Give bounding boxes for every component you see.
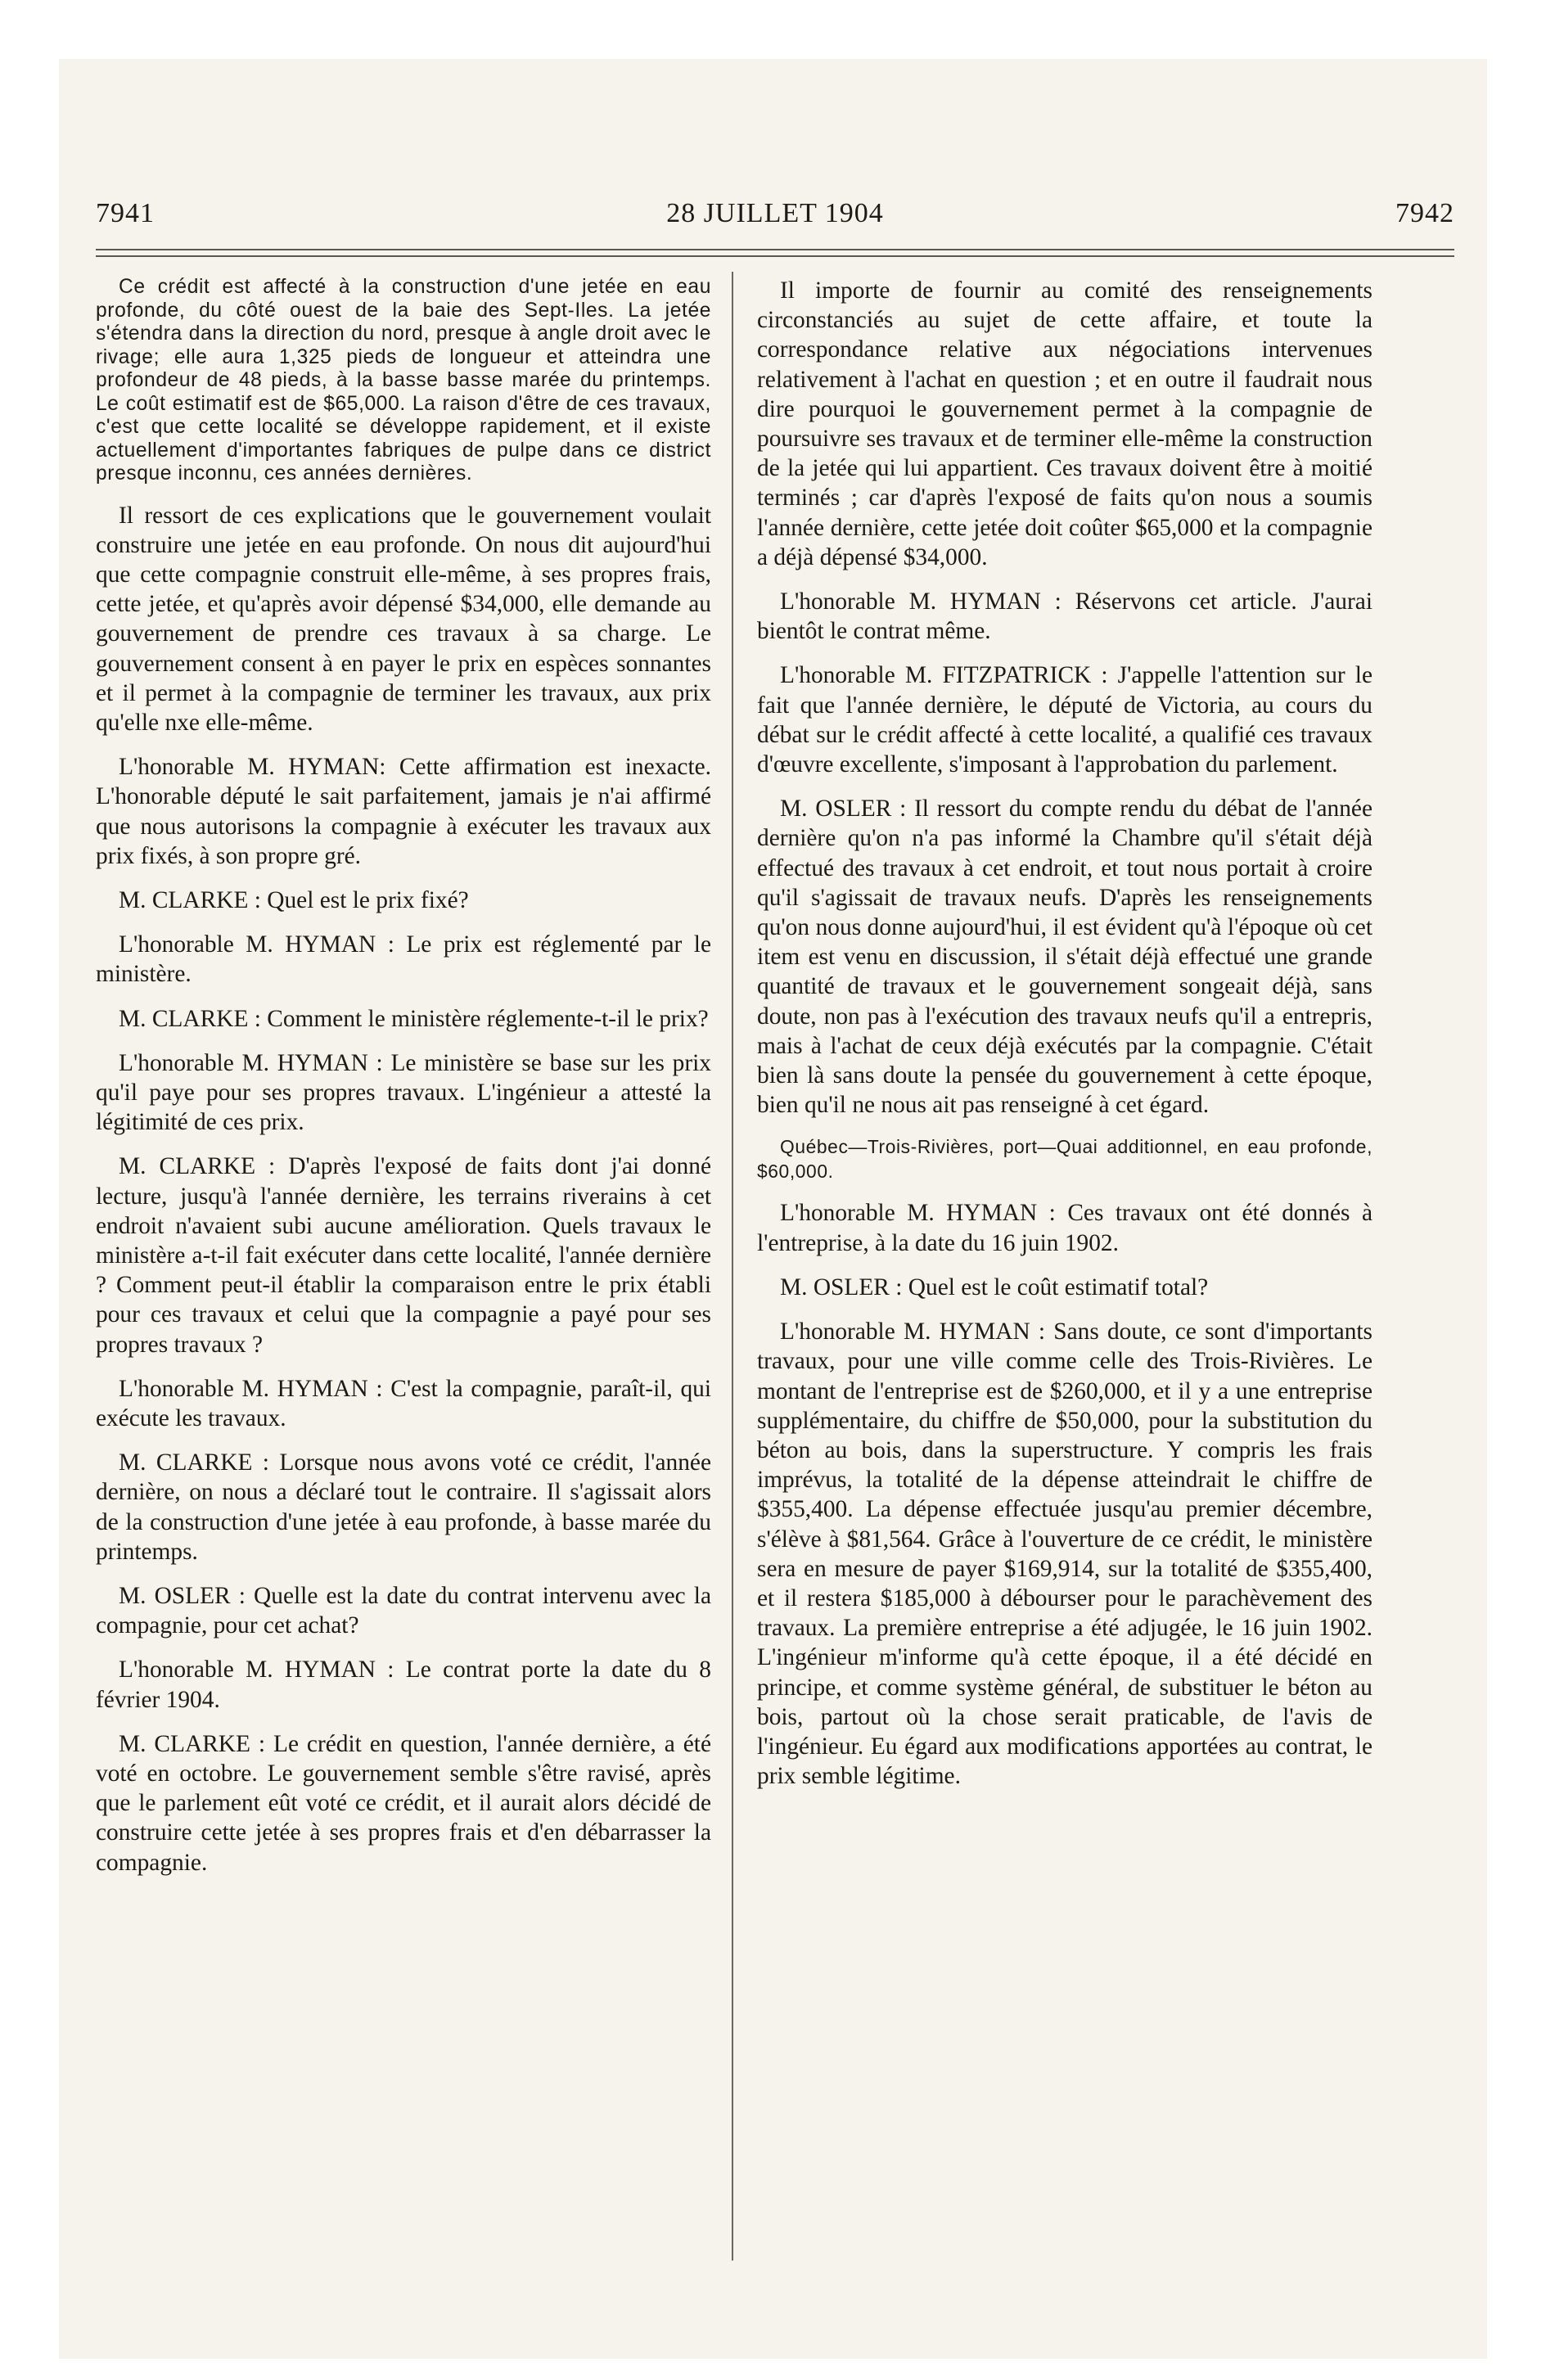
paragraph: L'honorable M. HYMAN : Le prix est réglementé par le ministère.: [96, 931, 711, 988]
paragraph: L'honorable M. HYMAN : Sans doute, ce sont d'importants travaux, pour une ville comme celle des Trois-Rivières. Le montant de l'entreprise est de $260,000, et il y a une entreprise supplémentaire, du chiffre de $50,000, pour la substitution du béton au bois, dans la superstructure. Y compris les frais imprévus, la totalité de la dépense atteindrait le chiffre de $355,400. La dépense effectuée jusqu'au premier décembre, s'élève à $81,564. Grâce à l'ouverture de ce crédit, le ministère sera en mesure de payer $169,914, sur la totalité de $355,400, et il restera $185,000 à débourser pour le parachèvement des travaux. La première entreprise a été adjugée, le 16 juin 1902. L'ingénieur m'informe qu'à cette époque, il a été décidé en principe, et comme système général, de substituer le béton au bois, partout où la chose serait praticable, de l'avis de l'ingénieur. Eu égard aux modifications apportées au contrat, le prix semble légitime.: [757, 1318, 1372, 1790]
paragraph: L'honorable M. HYMAN : Le ministère se base sur les prix qu'il paye pour ses propres travaux. L'ingénieur a attesté la légitimité de ces prix.: [96, 1049, 711, 1136]
paragraph: L'honorable M. FITZPATRICK : J'appelle l'attention sur le fait que l'année dernière, le député de Victoria, au cours du débat sur le crédit affecté à cette localité, a qualifié ces travaux d'œuvre excellente, s'imposant à l'approbation du parlement.: [757, 662, 1372, 778]
paragraph: Il ressort de ces explications que le gouvernement voulait construire une jetée en eau profonde. On nous dit aujourd'hui que cette compagnie construit elle-même, à ses propres frais, cette jetée, et qu'après avoir dépensé $34,000, elle demande au gouvernement de prendre ces travaux à sa charge. Le gouvernement consent à en payer le prix en espèces sonnantes et il permet à la compagnie de terminer les travaux, aux prix qu'elle nxe elle-même.: [96, 502, 711, 736]
page-header: [96, 198, 1454, 234]
paragraph: M. OSLER : Quel est le coût estimatif total?: [780, 1273, 1209, 1300]
paragraph: M. CLARKE : D'après l'exposé de faits dont j'ai donné lecture, jusqu'à l'année dernière, les terrains riverains à cet endroit n'avaient subi aucune amélioration. Quels travaux le ministère a-t-il fait exécuter dans cette localité, l'année dernière ? Comment peut-il établir la comparaison entre le prix établi pour ces travaux et celui que la compagnie a payé pour ses propres travaux ?: [96, 1153, 711, 1358]
page-number-left: 7941: [96, 198, 155, 228]
paragraph: M. OSLER : Quelle est la date du contrat intervenu avec la compagnie, pour cet achat?: [96, 1583, 711, 1639]
paragraph: M. CLARKE : Comment le ministère réglemente-t-il le prix?: [119, 1005, 709, 1032]
paragraph: M. CLARKE : Le crédit en question, l'année dernière, a été voté en octobre. Le gouvernement semble s'être ravisé, après que le parlement eût voté ce crédit, et il aurait alors décidé de construire cette jetée à ses propres frais et d'en débarrasser la compagnie.: [96, 1730, 711, 1876]
paragraph: M. CLARKE : Quel est le prix fixé?: [119, 886, 469, 913]
right-column: [757, 276, 1372, 1805]
header-rule-top: [96, 249, 1454, 250]
column-divider: [732, 272, 733, 2261]
left-column: [96, 276, 711, 1892]
paragraph: L'honorable M. HYMAN : C'est la compagnie, paraît-il, qui exécute les travaux.: [96, 1375, 711, 1431]
page-number-right: 7942: [1395, 198, 1454, 228]
paragraph: L'honorable M. HYMAN : Réservons cet article. J'aurai bientôt le contrat même.: [757, 588, 1372, 645]
paragraph: Il importe de fournir au comité des renseignements circonstanciés au sujet de cette affaire, et toute la correspondance relative aux négociations intervenues relativement à l'achat en question ; et en outre il faudrait nous dire pourquoi le gouvernement permet à la compagnie de poursuivre ses travaux et de terminer elle-même la construction de la jetée qui lui appartient. Ces travaux doivent être à moitié terminés ; car d'après l'exposé de faits qu'on nous a soumis l'année dernière, cette jetée doit coûter $65,000 et la compagnie a déjà dépensé $34,000.: [757, 277, 1372, 570]
page-date: 28 JUILLET 1904: [666, 198, 884, 228]
paragraph: L'honorable M. HYMAN : Le contrat porte la date du 8 février 1904.: [96, 1657, 711, 1713]
paragraph: M. CLARKE : Lorsque nous avons voté ce crédit, l'année dernière, on nous a déclaré tout le contraire. Il s'agissait alors de la construction d'une jetée à eau profonde, à basse marée du printemps.: [96, 1449, 711, 1565]
document-page: [59, 59, 1487, 2359]
header-rule-bottom: [96, 255, 1454, 257]
paragraph: Ce crédit est affecté à la construction d'une jetée en eau profonde, du côté ouest de la baie des Sept-Iles. La jetée s'étendra dans la direction du nord, presque à angle droit avec le rivage; elle aura 1,325 pieds de longueur et atteindra une profondeur de 48 pieds, à la basse basse marée du printemps. Le coût estimatif est de $65,000. La raison d'être de ces travaux, c'est que cette localité se développe rapidement, et il existe actuellement d'importantes fabriques de pulpe dans ce district presque inconnu, ces années dernières.: [96, 276, 711, 485]
paragraph: L'honorable M. HYMAN : Ces travaux ont été donnés à l'entreprise, à la date du 16 juin 1902.: [757, 1200, 1372, 1256]
appropriation-item: Québec—Trois-Rivières, port—Quai additionnel, en eau profonde, $60,000.: [757, 1136, 1372, 1183]
paragraph: M. OSLER : Il ressort du compte rendu du débat de l'année dernière qu'on n'a pas informé la Chambre qu'il s'était déjà effectué des travaux à cet endroit, et tout nous portait à croire qu'il s'agissait de travaux neufs. D'après les renseignements qu'on nous donne aujourd'hui, il est évident qu'à l'époque où cet item est venu en discussion, il s'était déjà effectué une grande quantité de travaux et le gouvernement songeait déjà, sans doute, non pas à l'exécution des travaux neufs qu'il a entrepris, mais à l'achat de ceux déjà exécutés par la compagnie. C'était bien là sans doute la pensée du gouvernement à cette époque, bien qu'il ne nous ait pas renseigné à cet égard.: [757, 796, 1372, 1119]
paragraph: L'honorable M. HYMAN: Cette affirmation est inexacte. L'honorable député le sait parfaitement, jamais je n'ai affirmé que nous autorisons la compagnie à exécuter les travaux aux prix fixés, à son propre gré.: [96, 754, 711, 869]
